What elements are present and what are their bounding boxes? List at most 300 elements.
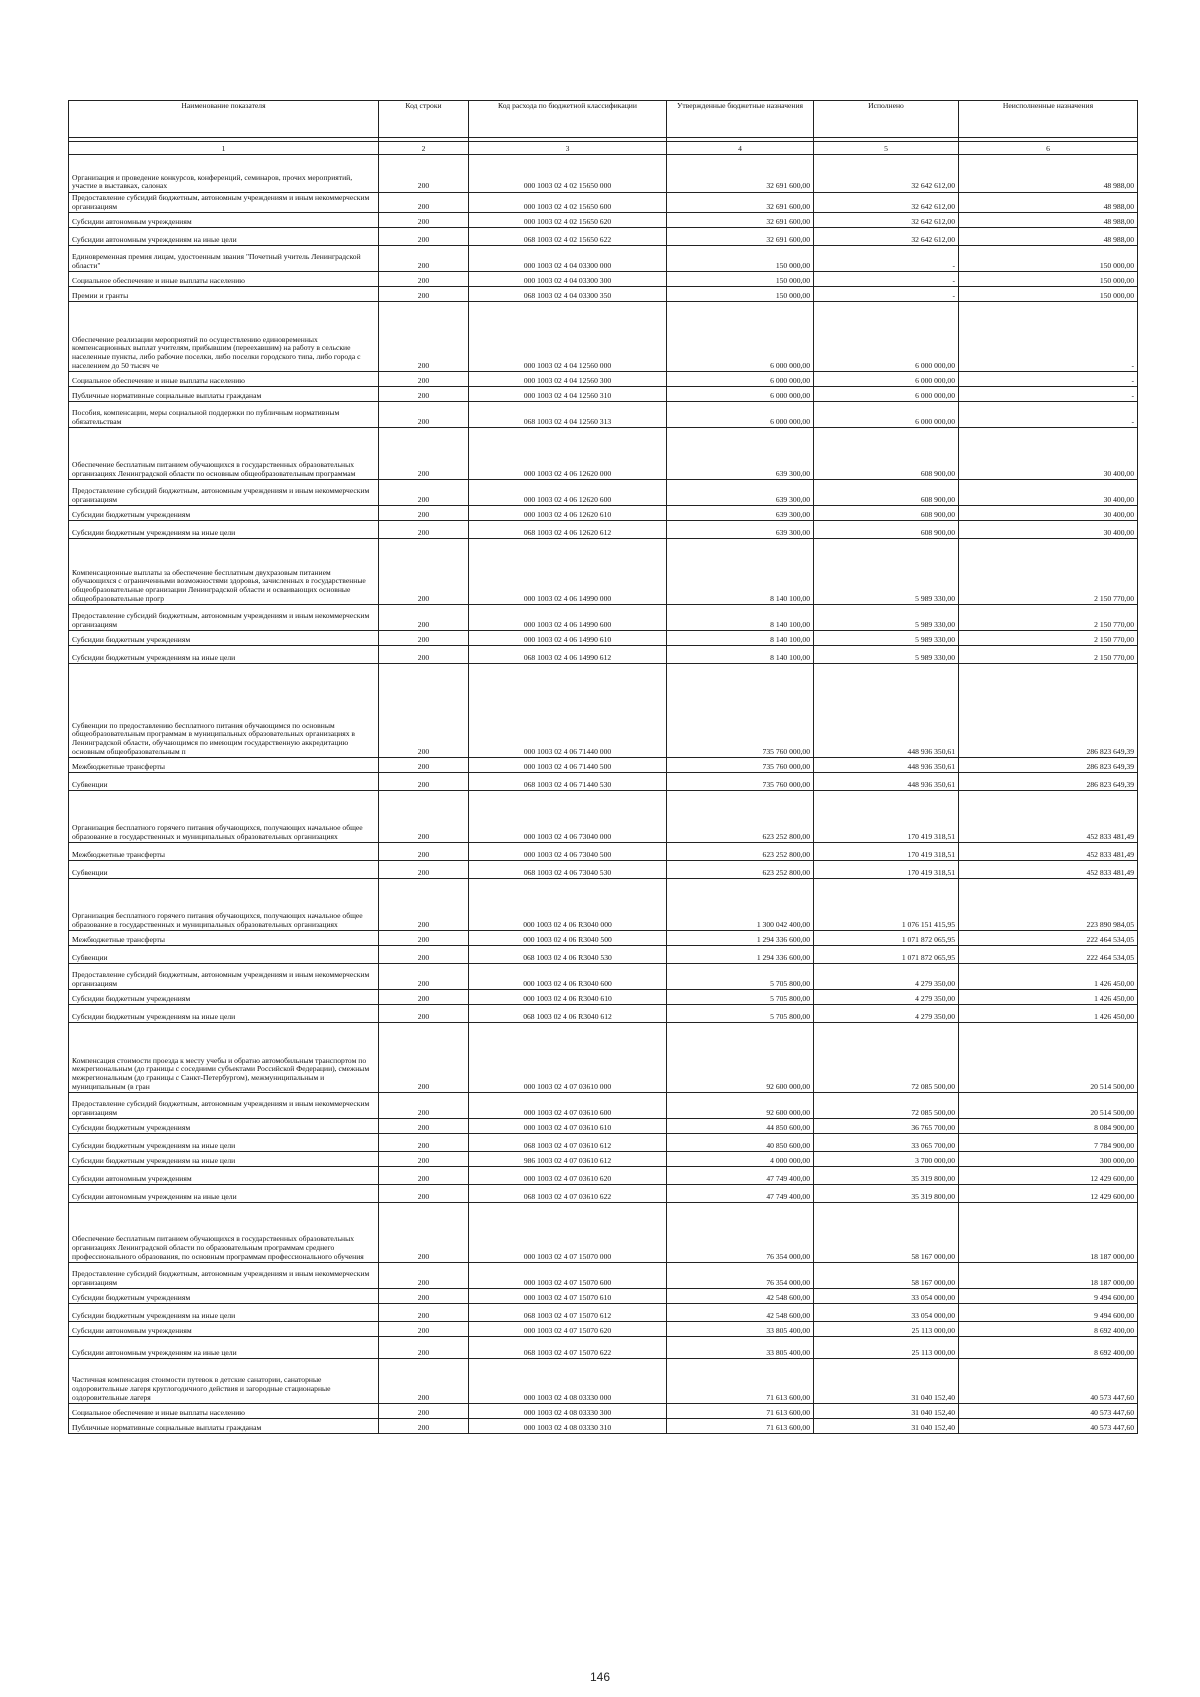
row-code-cell: 200 <box>379 1404 469 1419</box>
expense-code-cell: 000 1003 02 4 06 73040 000 <box>469 791 667 843</box>
unexecuted-amount-cell: 300 000,00 <box>959 1152 1138 1167</box>
column-number: 6 <box>959 142 1138 155</box>
approved-amount-cell: 639 300,00 <box>667 480 814 506</box>
row-code-cell: 200 <box>379 1419 469 1434</box>
expense-code-cell: 068 1003 02 4 06 R3040 612 <box>469 1005 667 1023</box>
approved-amount-cell: 639 300,00 <box>667 506 814 521</box>
executed-amount-cell: - <box>814 287 959 302</box>
table-row <box>69 428 1138 480</box>
column-number-row <box>69 142 1138 155</box>
executed-amount-cell: 5 989 330,00 <box>814 631 959 646</box>
table-row <box>69 1203 1138 1263</box>
row-code-cell: 200 <box>379 402 469 428</box>
executed-amount-cell: 5 989 330,00 <box>814 539 959 605</box>
expense-code-cell: 000 1003 02 4 06 R3040 600 <box>469 964 667 990</box>
row-code-cell: 200 <box>379 428 469 480</box>
expense-code-cell: 000 1003 02 4 06 R3040 610 <box>469 990 667 1005</box>
approved-amount-cell: 150 000,00 <box>667 246 814 272</box>
approved-amount-cell: 33 805 400,00 <box>667 1322 814 1337</box>
table-row <box>69 861 1138 879</box>
unexecuted-amount-cell: 2 150 770,00 <box>959 539 1138 605</box>
unexecuted-amount-cell: 18 187 000,00 <box>959 1263 1138 1289</box>
unexecuted-amount-cell: 452 833 481,49 <box>959 861 1138 879</box>
expense-code-cell: 000 1003 02 4 07 03610 620 <box>469 1167 667 1185</box>
executed-amount-cell: 58 167 000,00 <box>814 1263 959 1289</box>
indicator-name-cell: Субсидии автономным учреждениям на иные цели <box>69 1337 379 1359</box>
header-row-code: Код строки <box>379 101 469 138</box>
expense-code-cell: 068 1003 02 4 06 73040 530 <box>469 861 667 879</box>
indicator-name-cell: Организация и проведение конкурсов, конференций, семинаров, прочих мероприятий, участие в выставках, салонах <box>69 155 379 193</box>
executed-amount-cell: - <box>814 272 959 287</box>
table-row <box>69 964 1138 990</box>
expense-code-cell: 000 1003 02 4 06 71440 000 <box>469 664 667 758</box>
approved-amount-cell: 1 294 336 600,00 <box>667 946 814 964</box>
unexecuted-amount-cell: 7 784 900,00 <box>959 1134 1138 1152</box>
indicator-name-cell: Субсидии автономным учреждениям на иные цели <box>69 1185 379 1203</box>
executed-amount-cell: 6 000 000,00 <box>814 402 959 428</box>
expense-code-cell: 068 1003 02 4 06 71440 530 <box>469 773 667 791</box>
row-code-cell: 200 <box>379 480 469 506</box>
table-row <box>69 1134 1138 1152</box>
table-row <box>69 1152 1138 1167</box>
table-row <box>69 990 1138 1005</box>
approved-amount-cell: 623 252 800,00 <box>667 843 814 861</box>
table-row <box>69 791 1138 843</box>
expense-code-cell: 000 1003 02 4 06 12620 000 <box>469 428 667 480</box>
table-row <box>69 758 1138 773</box>
row-code-cell: 200 <box>379 302 469 372</box>
table-row <box>69 155 1138 193</box>
approved-amount-cell: 6 000 000,00 <box>667 387 814 402</box>
unexecuted-amount-cell: 30 400,00 <box>959 506 1138 521</box>
unexecuted-amount-cell: 30 400,00 <box>959 521 1138 539</box>
approved-amount-cell: 5 705 800,00 <box>667 1005 814 1023</box>
row-code-cell: 200 <box>379 1005 469 1023</box>
table-row <box>69 1023 1138 1093</box>
executed-amount-cell: 4 279 350,00 <box>814 964 959 990</box>
expense-code-cell: 000 1003 02 4 07 03610 610 <box>469 1119 667 1134</box>
indicator-name-cell: Субвенции <box>69 946 379 964</box>
approved-amount-cell: 44 850 600,00 <box>667 1119 814 1134</box>
approved-amount-cell: 71 613 600,00 <box>667 1419 814 1434</box>
expense-code-cell: 068 1003 02 4 06 12620 612 <box>469 521 667 539</box>
approved-amount-cell: 6 000 000,00 <box>667 372 814 387</box>
indicator-name-cell: Организация бесплатного горячего питания обучающихся, получающих начальное общее образование в государственных и муниципальных образовательных организациях <box>69 879 379 931</box>
table-row <box>69 1119 1138 1134</box>
row-code-cell: 200 <box>379 843 469 861</box>
table-row <box>69 605 1138 631</box>
header-executed: Исполнено <box>814 101 959 138</box>
executed-amount-cell: 32 642 612,00 <box>814 213 959 228</box>
budget-execution-table <box>68 100 1138 1434</box>
row-code-cell: 200 <box>379 272 469 287</box>
approved-amount-cell: 47 749 400,00 <box>667 1185 814 1203</box>
expense-code-cell: 000 1003 02 4 07 15070 610 <box>469 1289 667 1304</box>
indicator-name-cell: Обеспечение бесплатным питанием обучающихся в государственных образовательных организациях Ленинградской области по образовательным программам среднего профессионального образования, по основным программам профессионального обучения <box>69 1203 379 1263</box>
row-code-cell: 200 <box>379 1322 469 1337</box>
indicator-name-cell: Субсидии бюджетным учреждениям на иные цели <box>69 1005 379 1023</box>
executed-amount-cell: 448 936 350,61 <box>814 758 959 773</box>
expense-code-cell: 000 1003 02 4 06 12620 610 <box>469 506 667 521</box>
executed-amount-cell: 5 989 330,00 <box>814 646 959 664</box>
table-row <box>69 631 1138 646</box>
unexecuted-amount-cell: - <box>959 372 1138 387</box>
approved-amount-cell: 32 691 600,00 <box>667 193 814 213</box>
table-row <box>69 646 1138 664</box>
table-row <box>69 287 1138 302</box>
table-row <box>69 879 1138 931</box>
approved-amount-cell: 71 613 600,00 <box>667 1404 814 1419</box>
row-code-cell: 200 <box>379 372 469 387</box>
unexecuted-amount-cell: - <box>959 402 1138 428</box>
expense-code-cell: 000 1003 02 4 02 15650 600 <box>469 193 667 213</box>
table-row <box>69 1304 1138 1322</box>
row-code-cell: 200 <box>379 1152 469 1167</box>
approved-amount-cell: 8 140 100,00 <box>667 631 814 646</box>
unexecuted-amount-cell: 222 464 534,05 <box>959 946 1138 964</box>
expense-code-cell: 000 1003 02 4 04 12560 000 <box>469 302 667 372</box>
row-code-cell: 200 <box>379 1134 469 1152</box>
row-code-cell: 200 <box>379 773 469 791</box>
executed-amount-cell: 170 419 318,51 <box>814 791 959 843</box>
indicator-name-cell: Пособия, компенсации, меры социальной поддержки по публичным нормативным обязательствам <box>69 402 379 428</box>
row-code-cell: 200 <box>379 758 469 773</box>
executed-amount-cell: 31 040 152,40 <box>814 1404 959 1419</box>
indicator-name-cell: Единовременная премия лицам, удостоенным звания "Почетный учитель Ленинградской области" <box>69 246 379 272</box>
approved-amount-cell: 623 252 800,00 <box>667 861 814 879</box>
table-row <box>69 480 1138 506</box>
row-code-cell: 200 <box>379 946 469 964</box>
approved-amount-cell: 32 691 600,00 <box>667 228 814 246</box>
executed-amount-cell: 5 989 330,00 <box>814 605 959 631</box>
table-row <box>69 931 1138 946</box>
indicator-name-cell: Субсидии автономным учреждениям на иные цели <box>69 228 379 246</box>
approved-amount-cell: 42 548 600,00 <box>667 1289 814 1304</box>
indicator-name-cell: Организация бесплатного горячего питания обучающихся, получающих начальное общее образование в государственных и муниципальных образовательных организациях <box>69 791 379 843</box>
expense-code-cell: 000 1003 02 4 06 14990 610 <box>469 631 667 646</box>
approved-amount-cell: 76 354 000,00 <box>667 1203 814 1263</box>
unexecuted-amount-cell: 40 573 447,60 <box>959 1359 1138 1404</box>
unexecuted-amount-cell: 2 150 770,00 <box>959 646 1138 664</box>
row-code-cell: 200 <box>379 861 469 879</box>
unexecuted-amount-cell: 9 494 600,00 <box>959 1289 1138 1304</box>
expense-code-cell: 000 1003 02 4 08 03330 000 <box>469 1359 667 1404</box>
unexecuted-amount-cell: 8 084 900,00 <box>959 1119 1138 1134</box>
indicator-name-cell: Субсидии автономным учреждениям <box>69 1167 379 1185</box>
executed-amount-cell: 6 000 000,00 <box>814 302 959 372</box>
expense-code-cell: 000 1003 02 4 08 03330 310 <box>469 1419 667 1434</box>
approved-amount-cell: 42 548 600,00 <box>667 1304 814 1322</box>
unexecuted-amount-cell: 150 000,00 <box>959 287 1138 302</box>
executed-amount-cell: 6 000 000,00 <box>814 372 959 387</box>
table-row <box>69 302 1138 372</box>
table-row <box>69 1337 1138 1359</box>
row-code-cell: 200 <box>379 605 469 631</box>
approved-amount-cell: 92 600 000,00 <box>667 1023 814 1093</box>
executed-amount-cell: - <box>814 246 959 272</box>
indicator-name-cell: Частичная компенсация стоимости путевок в детские санатории, санаторные оздоровительные лагеря круглогодичного действия и загородные стационарные оздоровительные лагеря <box>69 1359 379 1404</box>
header-approved: Утвержденные бюджетные назначения <box>667 101 814 138</box>
row-code-cell: 200 <box>379 506 469 521</box>
table-row <box>69 1185 1138 1203</box>
row-code-cell: 200 <box>379 539 469 605</box>
unexecuted-amount-cell: - <box>959 302 1138 372</box>
indicator-name-cell: Предоставление субсидий бюджетным, автономным учреждениям и иным некоммерческим организациям <box>69 1093 379 1119</box>
header-expense-code: Код расхода по бюджетной классификации <box>469 101 667 138</box>
approved-amount-cell: 639 300,00 <box>667 521 814 539</box>
executed-amount-cell: 170 419 318,51 <box>814 843 959 861</box>
unexecuted-amount-cell: 9 494 600,00 <box>959 1304 1138 1322</box>
row-code-cell: 200 <box>379 1167 469 1185</box>
expense-code-cell: 000 1003 02 4 07 03610 600 <box>469 1093 667 1119</box>
table-row <box>69 1093 1138 1119</box>
executed-amount-cell: 448 936 350,61 <box>814 664 959 758</box>
unexecuted-amount-cell: - <box>959 387 1138 402</box>
indicator-name-cell: Компенсация стоимости проезда к месту учебы и обратно автомобильным транспортом по межрегиональным (до границы с соседними субъектами Российской Федерации), смежным межрегиональным (до границы с Санкт-Петербургом), межмуниципальным и муниципальным (в гран <box>69 1023 379 1093</box>
row-code-cell: 200 <box>379 521 469 539</box>
approved-amount-cell: 8 140 100,00 <box>667 605 814 631</box>
approved-amount-cell: 4 000 000,00 <box>667 1152 814 1167</box>
indicator-name-cell: Субсидии бюджетным учреждениям на иные цели <box>69 1134 379 1152</box>
executed-amount-cell: 32 642 612,00 <box>814 155 959 193</box>
expense-code-cell: 000 1003 02 4 02 15650 000 <box>469 155 667 193</box>
table-body <box>69 155 1138 1434</box>
unexecuted-amount-cell: 20 514 500,00 <box>959 1023 1138 1093</box>
unexecuted-amount-cell: 40 573 447,60 <box>959 1419 1138 1434</box>
executed-amount-cell: 25 113 000,00 <box>814 1337 959 1359</box>
table-row <box>69 1263 1138 1289</box>
table-row <box>69 773 1138 791</box>
table-row <box>69 213 1138 228</box>
expense-code-cell: 000 1003 02 4 06 14990 600 <box>469 605 667 631</box>
row-code-cell: 200 <box>379 246 469 272</box>
approved-amount-cell: 47 749 400,00 <box>667 1167 814 1185</box>
table-row <box>69 387 1138 402</box>
table-row <box>69 946 1138 964</box>
executed-amount-cell: 31 040 152,40 <box>814 1419 959 1434</box>
approved-amount-cell: 623 252 800,00 <box>667 791 814 843</box>
indicator-name-cell: Межбюджетные трансферты <box>69 931 379 946</box>
row-code-cell: 200 <box>379 1359 469 1404</box>
approved-amount-cell: 1 300 042 400,00 <box>667 879 814 931</box>
expense-code-cell: 068 1003 02 4 07 15070 622 <box>469 1337 667 1359</box>
indicator-name-cell: Публичные нормативные социальные выплаты гражданам <box>69 387 379 402</box>
approved-amount-cell: 8 140 100,00 <box>667 646 814 664</box>
expense-code-cell: 000 1003 02 4 06 71440 500 <box>469 758 667 773</box>
indicator-name-cell: Предоставление субсидий бюджетным, автономным учреждениям и иным некоммерческим организациям <box>69 605 379 631</box>
executed-amount-cell: 608 900,00 <box>814 506 959 521</box>
executed-amount-cell: 36 765 700,00 <box>814 1119 959 1134</box>
row-code-cell: 200 <box>379 631 469 646</box>
approved-amount-cell: 735 760 000,00 <box>667 758 814 773</box>
expense-code-cell: 068 1003 02 4 07 03610 612 <box>469 1134 667 1152</box>
indicator-name-cell: Компенсационные выплаты за обеспечение бесплатным двухразовым питанием обучающихся с ограниченными возможностями здоровья, зачисленных в государственные общеобразовательные организации Ленинградской области и осваивающих основные общеобразовательные прогр <box>69 539 379 605</box>
expense-code-cell: 986 1003 02 4 07 03610 612 <box>469 1152 667 1167</box>
table-row <box>69 506 1138 521</box>
indicator-name-cell: Социальное обеспечение и иные выплаты населению <box>69 1404 379 1419</box>
table-row <box>69 246 1138 272</box>
executed-amount-cell: 1 071 872 065,95 <box>814 946 959 964</box>
indicator-name-cell: Обеспечение бесплатным питанием обучающихся в государственных образовательных организациях Ленинградской области по основным общеобразовательным программам <box>69 428 379 480</box>
indicator-name-cell: Субсидии автономным учреждениям <box>69 1322 379 1337</box>
approved-amount-cell: 1 294 336 600,00 <box>667 931 814 946</box>
expense-code-cell: 000 1003 02 4 07 15070 620 <box>469 1322 667 1337</box>
row-code-cell: 200 <box>379 990 469 1005</box>
indicator-name-cell: Субсидии бюджетным учреждениям <box>69 1289 379 1304</box>
approved-amount-cell: 150 000,00 <box>667 272 814 287</box>
unexecuted-amount-cell: 286 823 649,39 <box>959 664 1138 758</box>
indicator-name-cell: Субсидии бюджетным учреждениям <box>69 506 379 521</box>
unexecuted-amount-cell: 1 426 450,00 <box>959 1005 1138 1023</box>
row-code-cell: 200 <box>379 287 469 302</box>
column-number: 1 <box>69 142 379 155</box>
indicator-name-cell: Предоставление субсидий бюджетным, автономным учреждениям и иным некоммерческим организациям <box>69 964 379 990</box>
row-code-cell: 200 <box>379 213 469 228</box>
page-number: 146 <box>589 1670 611 1684</box>
unexecuted-amount-cell: 452 833 481,49 <box>959 791 1138 843</box>
expense-code-cell: 000 1003 02 4 06 73040 500 <box>469 843 667 861</box>
indicator-name-cell: Субсидии бюджетным учреждениям <box>69 631 379 646</box>
executed-amount-cell: 35 319 800,00 <box>814 1167 959 1185</box>
executed-amount-cell: 4 279 350,00 <box>814 1005 959 1023</box>
indicator-name-cell: Субсидии автономным учреждениям <box>69 213 379 228</box>
indicator-name-cell: Предоставление субсидий бюджетным, автономным учреждениям и иным некоммерческим организациям <box>69 1263 379 1289</box>
expense-code-cell: 068 1003 02 4 04 12560 313 <box>469 402 667 428</box>
approved-amount-cell: 40 850 600,00 <box>667 1134 814 1152</box>
table-row <box>69 1404 1138 1419</box>
expense-code-cell: 068 1003 02 4 06 14990 612 <box>469 646 667 664</box>
unexecuted-amount-cell: 286 823 649,39 <box>959 773 1138 791</box>
table-row <box>69 372 1138 387</box>
approved-amount-cell: 735 760 000,00 <box>667 773 814 791</box>
approved-amount-cell: 71 613 600,00 <box>667 1359 814 1404</box>
unexecuted-amount-cell: 48 988,00 <box>959 193 1138 213</box>
unexecuted-amount-cell: 12 429 600,00 <box>959 1185 1138 1203</box>
table-row <box>69 1359 1138 1404</box>
unexecuted-amount-cell: 48 988,00 <box>959 213 1138 228</box>
table-row <box>69 1419 1138 1434</box>
unexecuted-amount-cell: 150 000,00 <box>959 272 1138 287</box>
table-row <box>69 193 1138 213</box>
row-code-cell: 200 <box>379 155 469 193</box>
header-row <box>69 101 1138 138</box>
expense-code-cell: 068 1003 02 4 02 15650 622 <box>469 228 667 246</box>
indicator-name-cell: Публичные нормативные социальные выплаты гражданам <box>69 1419 379 1434</box>
approved-amount-cell: 6 000 000,00 <box>667 402 814 428</box>
indicator-name-cell: Субсидии бюджетным учреждениям на иные цели <box>69 1152 379 1167</box>
table-row <box>69 843 1138 861</box>
indicator-name-cell: Премии и гранты <box>69 287 379 302</box>
unexecuted-amount-cell: 2 150 770,00 <box>959 631 1138 646</box>
header-indicator-name: Наименование показателя <box>69 101 379 138</box>
indicator-name-cell: Субсидии бюджетным учреждениям на иные цели <box>69 1304 379 1322</box>
table-row <box>69 272 1138 287</box>
table-row <box>69 521 1138 539</box>
table-row <box>69 664 1138 758</box>
executed-amount-cell: 25 113 000,00 <box>814 1322 959 1337</box>
expense-code-cell: 000 1003 02 4 02 15650 620 <box>469 213 667 228</box>
executed-amount-cell: 608 900,00 <box>814 428 959 480</box>
unexecuted-amount-cell: 1 426 450,00 <box>959 990 1138 1005</box>
executed-amount-cell: 72 085 500,00 <box>814 1023 959 1093</box>
executed-amount-cell: 32 642 612,00 <box>814 228 959 246</box>
expense-code-cell: 000 1003 02 4 06 12620 600 <box>469 480 667 506</box>
row-code-cell: 200 <box>379 1289 469 1304</box>
expense-code-cell: 000 1003 02 4 06 14990 000 <box>469 539 667 605</box>
unexecuted-amount-cell: 286 823 649,39 <box>959 758 1138 773</box>
executed-amount-cell: 3 700 000,00 <box>814 1152 959 1167</box>
approved-amount-cell: 639 300,00 <box>667 428 814 480</box>
unexecuted-amount-cell: 30 400,00 <box>959 480 1138 506</box>
approved-amount-cell: 735 760 000,00 <box>667 664 814 758</box>
unexecuted-amount-cell: 150 000,00 <box>959 246 1138 272</box>
unexecuted-amount-cell: 48 988,00 <box>959 155 1138 193</box>
row-code-cell: 200 <box>379 1337 469 1359</box>
unexecuted-amount-cell: 452 833 481,49 <box>959 843 1138 861</box>
unexecuted-amount-cell: 8 692 400,00 <box>959 1322 1138 1337</box>
executed-amount-cell: 608 900,00 <box>814 480 959 506</box>
executed-amount-cell: 4 279 350,00 <box>814 990 959 1005</box>
expense-code-cell: 000 1003 02 4 08 03330 300 <box>469 1404 667 1419</box>
unexecuted-amount-cell: 1 426 450,00 <box>959 964 1138 990</box>
unexecuted-amount-cell: 223 890 984,05 <box>959 879 1138 931</box>
executed-amount-cell: 32 642 612,00 <box>814 193 959 213</box>
expense-code-cell: 000 1003 02 4 07 15070 000 <box>469 1203 667 1263</box>
row-code-cell: 200 <box>379 1023 469 1093</box>
row-code-cell: 200 <box>379 1304 469 1322</box>
table-row <box>69 1167 1138 1185</box>
row-code-cell: 200 <box>379 791 469 843</box>
expense-code-cell: 000 1003 02 4 04 03300 000 <box>469 246 667 272</box>
table-row <box>69 539 1138 605</box>
unexecuted-amount-cell: 8 692 400,00 <box>959 1337 1138 1359</box>
column-number: 4 <box>667 142 814 155</box>
unexecuted-amount-cell: 30 400,00 <box>959 428 1138 480</box>
row-code-cell: 200 <box>379 387 469 402</box>
table-row <box>69 1322 1138 1337</box>
unexecuted-amount-cell: 20 514 500,00 <box>959 1093 1138 1119</box>
executed-amount-cell: 31 040 152,40 <box>814 1359 959 1404</box>
row-code-cell: 200 <box>379 228 469 246</box>
executed-amount-cell: 448 936 350,61 <box>814 773 959 791</box>
unexecuted-amount-cell: 12 429 600,00 <box>959 1167 1138 1185</box>
executed-amount-cell: 33 054 000,00 <box>814 1289 959 1304</box>
expense-code-cell: 000 1003 02 4 04 03300 300 <box>469 272 667 287</box>
expense-code-cell: 068 1003 02 4 04 03300 350 <box>469 287 667 302</box>
row-code-cell: 200 <box>379 1185 469 1203</box>
row-code-cell: 200 <box>379 664 469 758</box>
column-number: 2 <box>379 142 469 155</box>
column-number: 5 <box>814 142 959 155</box>
row-code-cell: 200 <box>379 964 469 990</box>
expense-code-cell: 000 1003 02 4 04 12560 310 <box>469 387 667 402</box>
executed-amount-cell: 33 065 700,00 <box>814 1134 959 1152</box>
approved-amount-cell: 92 600 000,00 <box>667 1093 814 1119</box>
expense-code-cell: 000 1003 02 4 06 R3040 000 <box>469 879 667 931</box>
unexecuted-amount-cell: 2 150 770,00 <box>959 605 1138 631</box>
indicator-name-cell: Межбюджетные трансферты <box>69 843 379 861</box>
approved-amount-cell: 76 354 000,00 <box>667 1263 814 1289</box>
executed-amount-cell: 1 076 151 415,95 <box>814 879 959 931</box>
approved-amount-cell: 5 705 800,00 <box>667 990 814 1005</box>
unexecuted-amount-cell: 40 573 447,60 <box>959 1404 1138 1419</box>
row-code-cell: 200 <box>379 1093 469 1119</box>
table-row <box>69 228 1138 246</box>
table-row <box>69 402 1138 428</box>
approved-amount-cell: 6 000 000,00 <box>667 302 814 372</box>
unexecuted-amount-cell: 18 187 000,00 <box>959 1203 1138 1263</box>
approved-amount-cell: 150 000,00 <box>667 287 814 302</box>
